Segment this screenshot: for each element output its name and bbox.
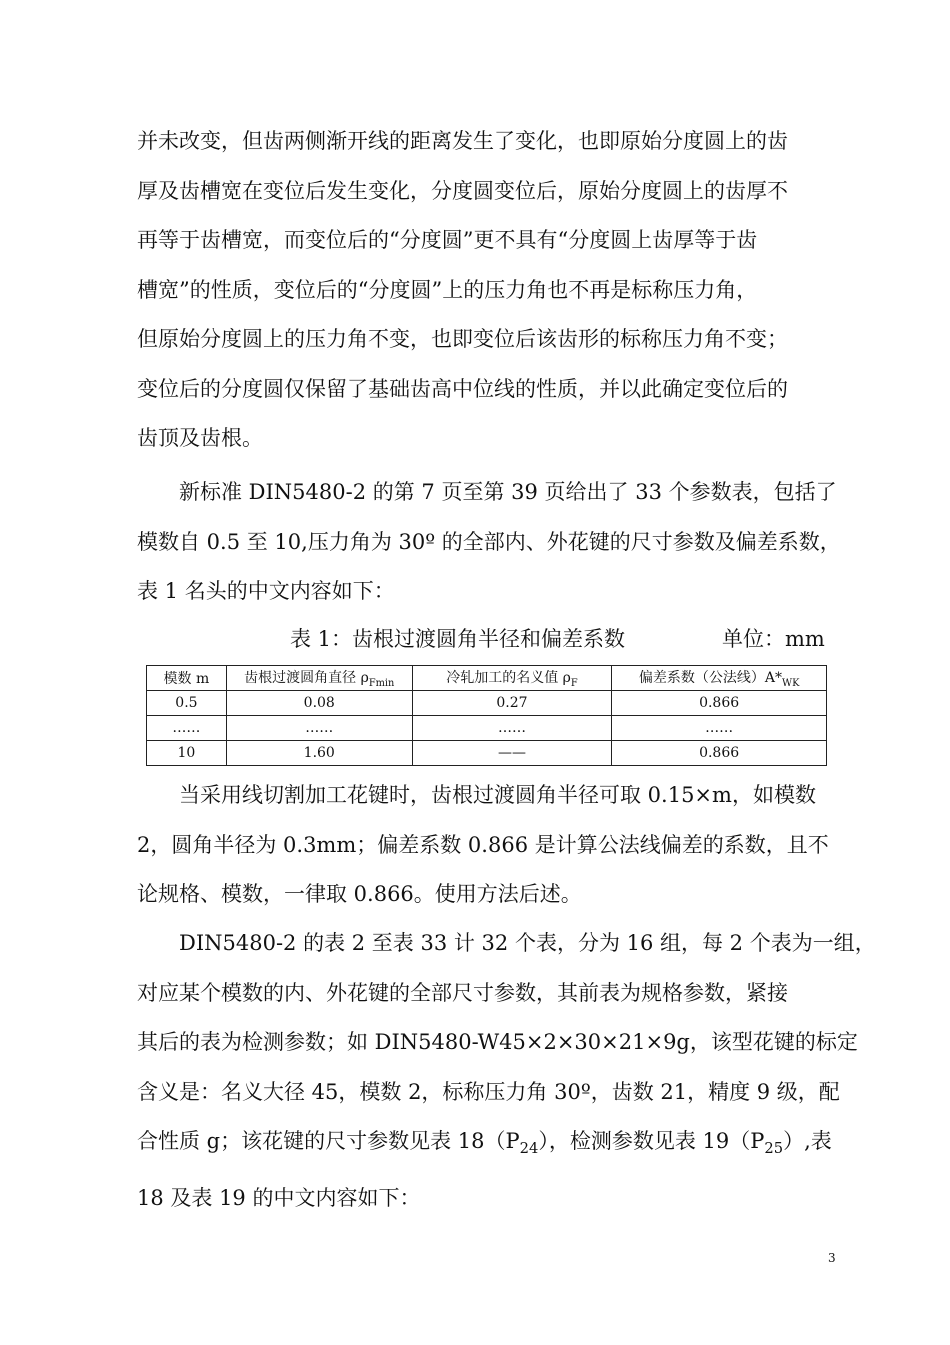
- text-line: 厚及齿槽宽在变位后发生变化，分度圆变位后，原始分度圆上的齿厚不: [137, 178, 788, 203]
- text-line: 2，圆角半径为 0.3mm；偏差系数 0.866 是计算公法线偏差的系数，且不: [137, 832, 829, 857]
- header-cell: 冷轧加工的名义值 $\rho_F$: [412, 666, 612, 691]
- text-line: 论规格、模数，一律取 0.866。使用方法后述。: [137, 882, 582, 906]
- table-header-row: [147, 666, 827, 691]
- text-line: DIN5480-2 的表 2 至表 33 计 32 个表，分为 16 组，每 2 个表为一组，: [179, 931, 876, 955]
- table-cell: ……: [612, 716, 827, 741]
- header-cell: 偏差系数（公法线）$A*_{WK}$: [612, 666, 827, 691]
- text-line: 并未改变，但齿两侧渐开线的距离发生了变化，也即原始分度圆上的齿: [137, 129, 788, 153]
- text-line: 模数自 0.5 至 10,压力角为 30º 的全部内、外花键的尺寸参数及偏差系数，: [137, 529, 841, 554]
- header-cell: 模数 m: [147, 666, 227, 691]
- header-cell: 齿根过渡圆角直径 $\rho_{Fmin}$: [226, 666, 412, 691]
- table-caption: 表 1：齿根过渡圆角半径和偏差系数: [290, 627, 626, 651]
- table-cell: 0.27: [412, 691, 612, 716]
- text-line: 新标准 DIN5480-2 的第 7 页至第 39 页给出了 33 个参数表，包括了: [179, 480, 837, 504]
- table-cell: 0.866: [612, 691, 827, 716]
- text-line: 槽宽”的性质，变位后的“分度圆”上的压力角也不再是标称压力角，: [137, 277, 758, 302]
- text-line: 再等于齿槽宽，而变位后的“分度圆”更不具有“分度圆上齿厚等于齿: [137, 228, 758, 252]
- paragraph-4: [137, 919, 876, 1223]
- text-line: 但原始分度圆上的压力角不变，也即变位后该齿形的标称压力角不变；: [137, 327, 788, 351]
- text-line: 18 及表 19 的中文内容如下：: [137, 1185, 421, 1210]
- table-cell: 10: [147, 741, 227, 766]
- text-line: 对应某个模数的内、外花键的全部尺寸参数，其前表为规格参数，紧接: [137, 980, 788, 1005]
- table-cell: ——: [412, 741, 612, 766]
- table-cell: 1.60: [226, 741, 412, 766]
- table-cell: ……: [226, 716, 412, 741]
- table-cell: 0.866: [612, 741, 827, 766]
- table-row: [147, 741, 827, 766]
- text-line: 当采用线切割加工花键时，齿根过渡圆角半径可取 0.15×m，如模数: [179, 783, 816, 807]
- text-line: 表 1 名头的中文内容如下：: [137, 579, 395, 603]
- table-cell: ……: [147, 716, 227, 741]
- table-row: [147, 691, 827, 716]
- text-line: 合性质 g；该花键的尺寸参数见表 $18(P_{24})$，检测参数见表 $19(P_{25})$,表: [137, 1129, 832, 1158]
- table-1: [146, 665, 827, 766]
- text-line: 变位后的分度圆仅保留了基础齿高中位线的性质，并以此确定变位后的: [137, 376, 788, 401]
- table-cell: ……: [412, 716, 612, 741]
- text-line: 含义是：名义大径 45，模数 2，标称压力角 30º，齿数 21，精度 9 级，配: [137, 1079, 840, 1104]
- paragraph-2: [137, 468, 841, 617]
- table-cell: 0.08: [226, 691, 412, 716]
- table-cell: 0.5: [147, 691, 227, 716]
- table-unit: 单位：mm: [722, 627, 825, 651]
- text-line: 其后的表为检测参数；如 DIN5480-W45×2×30×21×9g，该型花键的标定: [137, 1030, 858, 1054]
- table-row: [147, 716, 827, 741]
- paragraph-1: [137, 117, 837, 464]
- page-number: 3: [828, 1251, 836, 1265]
- paragraph-3: [137, 771, 837, 920]
- text-line: 齿顶及齿根。: [137, 426, 263, 450]
